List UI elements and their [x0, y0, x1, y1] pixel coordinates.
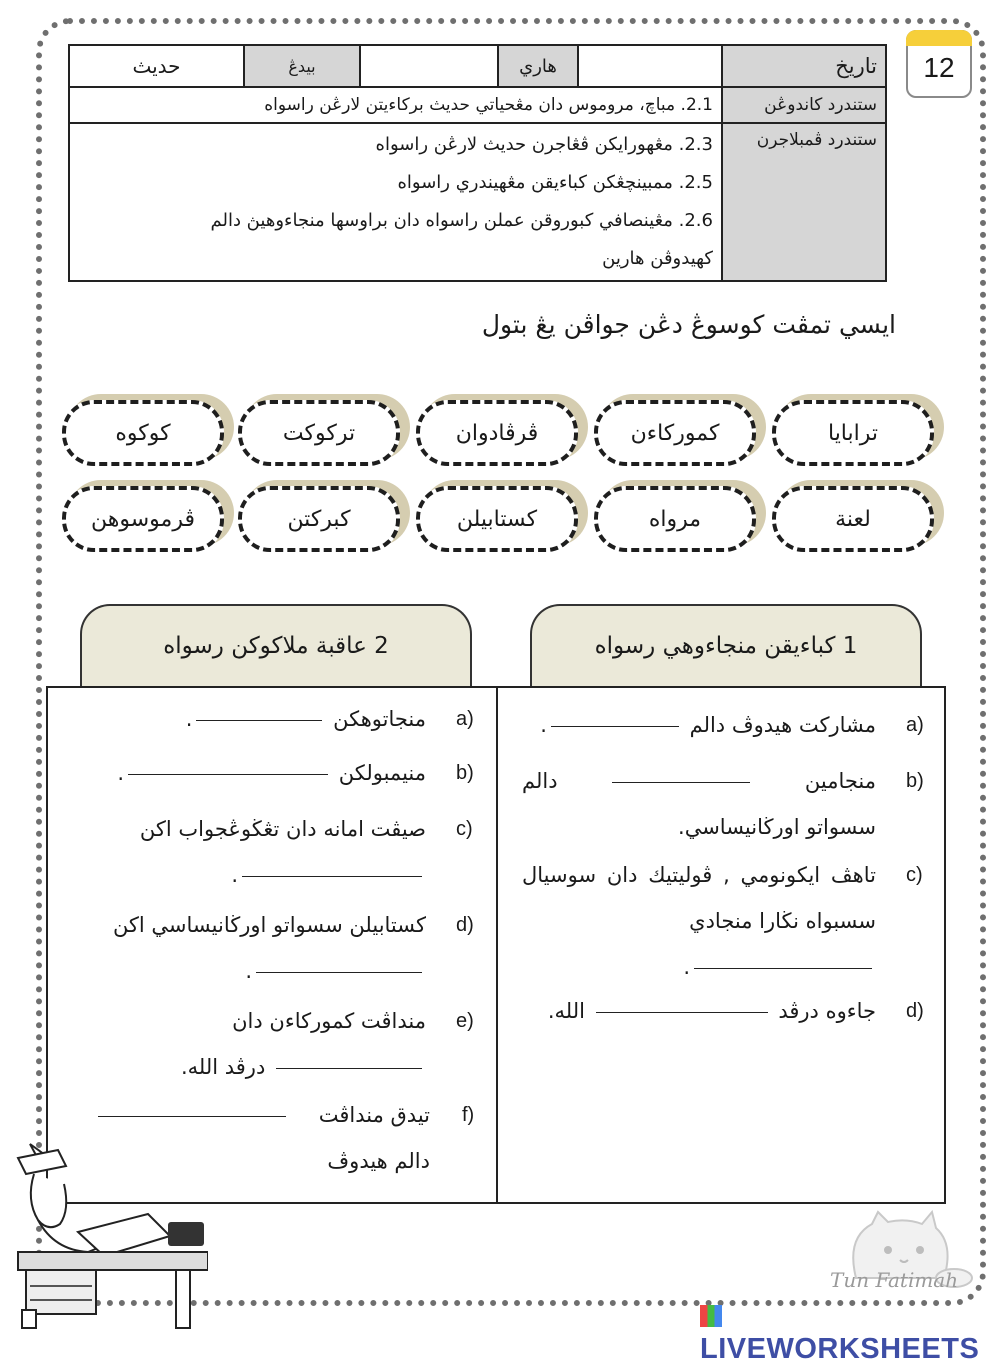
- answer-blank[interactable]: [256, 971, 422, 973]
- item-text: درڤد الله.: [180, 1055, 266, 1079]
- section2-item-b: [66, 750, 426, 796]
- sp-item: 2.3. مڠهورايكن ڤڠاجرن حديث لارڠن راسواه: [375, 134, 713, 155]
- header-table: [68, 44, 887, 282]
- sp-item: كهيدوڤن هارين: [602, 248, 713, 269]
- item-text: منجامين: [804, 769, 876, 793]
- answer-blank[interactable]: [612, 781, 750, 783]
- item-letter: a): [906, 714, 924, 736]
- section2-item-d: [66, 902, 426, 994]
- sp-list: [69, 123, 722, 281]
- section1-item-c: [522, 852, 876, 990]
- item-letter: c): [906, 864, 923, 886]
- sp-label: ستندرد ڤمبلاجرن: [722, 123, 886, 281]
- teacher-desk-illustration: [8, 1140, 208, 1330]
- word-chip[interactable]: كستابيلن: [416, 486, 578, 552]
- section1-tab: 1 كباءيقن منجاءوهي رسواه: [530, 604, 922, 686]
- section2-item-c: [66, 806, 426, 898]
- item-letter: b): [906, 770, 924, 792]
- item-text: تيدق منداڤت: [318, 1103, 430, 1127]
- item-letter: b): [456, 762, 474, 784]
- column-divider: [496, 686, 498, 1204]
- item-text: دالم سسواتو اورڬانيساسي.: [522, 769, 876, 839]
- answer-blank[interactable]: [196, 719, 322, 721]
- page-number-badge: [906, 30, 972, 98]
- instruction-text: ايسي تمڤت كوسوڠ دڠن جواڤن يڠ بتول: [481, 310, 896, 339]
- sp-item: 2.6. مڠينصافي كبوروقن عملن راسواه دان براوسها منجاءوهيڽ دالم: [210, 210, 713, 231]
- page-number: 12: [923, 52, 955, 83]
- item-text: دالم هيدوڤ: [327, 1149, 430, 1173]
- item-text: .: [185, 707, 193, 731]
- item-letter: d): [906, 1000, 924, 1022]
- item-text: كستابيلن سسواتو اورڬانيساسي اكن: [112, 913, 426, 937]
- item-letter: c): [456, 818, 473, 840]
- hari-label: هاري: [498, 45, 578, 87]
- liveworksheets-logo: [700, 1300, 1000, 1366]
- watermark-text: LIVEWORKSHEETS: [700, 1333, 980, 1365]
- section1-item-d: [522, 988, 876, 1034]
- bidang-label: بيدڠ: [244, 45, 360, 87]
- sk-label: ستندرد كاندوڠن: [722, 87, 886, 123]
- item-text: .: [683, 955, 690, 979]
- section1-item-a: [522, 702, 876, 748]
- item-text: صيڤت امانه دان تڠڬوڠجواب اكن: [139, 817, 426, 841]
- item-text: الله.: [547, 999, 585, 1023]
- section2-item-e: [66, 998, 426, 1090]
- item-letter: d): [456, 914, 474, 936]
- item-text: منيمبولكن: [338, 761, 426, 785]
- answer-blank[interactable]: [242, 875, 422, 877]
- bidang-value: حديث: [69, 45, 244, 87]
- item-text: .: [245, 959, 252, 983]
- section2-tab: 2 عاقبة ملاكوكن رسواه: [80, 604, 472, 686]
- item-text: منجاتوهكن: [333, 707, 426, 731]
- answer-blank[interactable]: [128, 773, 328, 775]
- tarikh-label: تاريخ: [722, 45, 886, 87]
- word-chip[interactable]: ڤرڤادوان: [416, 400, 578, 466]
- section2-item-a: [66, 696, 426, 742]
- item-text: مشاركت هيدوڤ دالم: [689, 713, 876, 737]
- item-text: تاهڤ ايكونومي , ڤوليتيك دان سوسيال سسبواه نڬارا منجادي: [522, 863, 876, 933]
- sk-value: 2.1. مباچ، مروموس دان مڠحياتي حديث بركاءيتن لارڠن راسواه: [69, 87, 722, 123]
- word-chip[interactable]: مرواه: [594, 486, 756, 552]
- item-letter: f): [462, 1104, 475, 1126]
- item-letter: e): [456, 1010, 474, 1032]
- word-chip[interactable]: كموركاءن: [594, 400, 756, 466]
- tarikh-field[interactable]: [578, 45, 722, 87]
- answer-blank[interactable]: [596, 1011, 768, 1013]
- answer-blank[interactable]: [551, 725, 679, 727]
- item-text: منداڤت كموركاءن دان: [232, 1009, 426, 1033]
- word-chip[interactable]: ترابايا: [772, 400, 934, 466]
- hari-field[interactable]: [360, 45, 498, 87]
- item-text: .: [231, 863, 238, 887]
- sp-item: 2.5. ممبينچڠكن كباءيقن مڠهيندري راسواه: [397, 172, 713, 193]
- section1-item-b: [522, 758, 876, 850]
- word-chip[interactable]: ڤرموسوهن: [62, 486, 224, 552]
- answer-blank[interactable]: [694, 967, 872, 969]
- tape-decoration: [906, 30, 972, 46]
- word-chip[interactable]: كوكوه: [62, 400, 224, 466]
- word-chip[interactable]: لعنة: [772, 486, 934, 552]
- word-chip[interactable]: تركوكت: [238, 400, 400, 466]
- item-letter: a): [456, 708, 474, 730]
- item-text: .: [540, 713, 547, 737]
- item-text: جاءوه درڤد: [778, 999, 876, 1023]
- word-chip[interactable]: كبركتن: [238, 486, 400, 552]
- signature: Tun Fatimah: [830, 1268, 959, 1292]
- item-text: .: [117, 761, 125, 785]
- answer-blank[interactable]: [276, 1067, 422, 1069]
- answer-blank[interactable]: [98, 1115, 286, 1117]
- logo-icon: [700, 1305, 722, 1327]
